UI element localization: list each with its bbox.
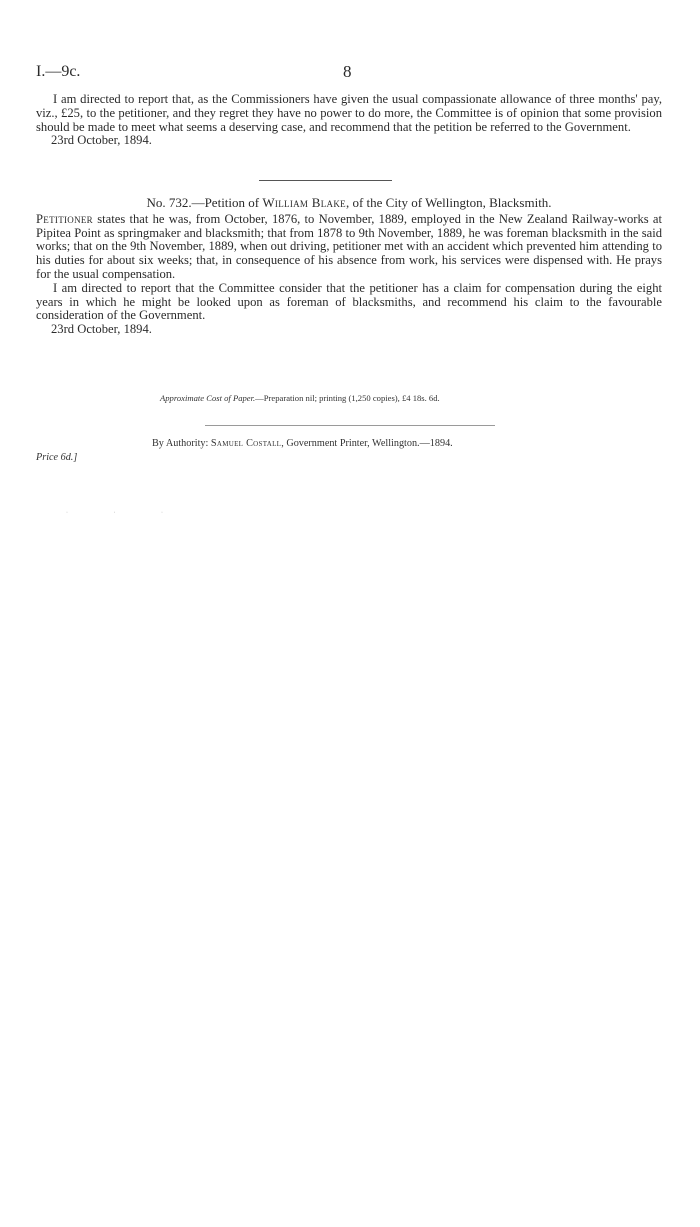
- page-number: 8: [343, 62, 352, 81]
- footer-divider: [205, 425, 495, 426]
- report-section-1: [36, 93, 662, 148]
- petition-statement: [36, 213, 662, 282]
- section-divider: [259, 180, 392, 181]
- cost-of-paper-note: [160, 393, 440, 403]
- petition-statement-text: states that he was, from October, 1876, to November, 1889, employed in the New Zealand Railway-works at Pipitea Point as springmaker and blacksmith; that from 1878 to 9th November, 1889, he was foreman blacksmith in the said works; that on the 9th November, 1889, when out driving, petitioner met with an accident which prevented him attending to his duties for about six weeks; that, in consequence of his absence from work, his services were dispensed with. He prays for the usual compensation.: [36, 211, 662, 281]
- printer-imprint: [152, 438, 453, 449]
- authority-suffix: , Government Printer, Wellington.—1894.: [281, 438, 453, 449]
- petition-title: [36, 196, 662, 210]
- petition-report-date: 23rd October, 1894.: [51, 322, 152, 337]
- cost-label: Approximate Cost of Paper.: [160, 393, 256, 403]
- petition-report: I am directed to report that the Committee consider that the petitioner has a claim for compensation during the eight years in which he might be looked upon as foreman of blacksmiths, and recommend his claim to the favourable consideration of the Government.: [36, 280, 662, 323]
- petition-section: [36, 196, 662, 337]
- petitioner-lead-word: Petitioner: [36, 211, 93, 226]
- cost-text: —Preparation nil; printing (1,250 copies), £4 18s. 6d.: [255, 393, 440, 403]
- report-date-1: 23rd October, 1894.: [51, 133, 152, 148]
- report-paragraph-1: I am directed to report that, as the Commissioners have given the usual compassionate allowance of three months' pay, viz., £25, to the petitioner, and they regret they have no power to do more, the Committee is of opinion that some provision should be made to meet what seems a deserving case, and recommend that the petition be referred to the Government.: [36, 92, 662, 134]
- authority-prefix: By Authority:: [152, 438, 209, 449]
- paper-reference: I.—9c.: [36, 63, 81, 80]
- petition-title-suffix: , of the City of Wellington, Blacksmith.: [345, 195, 552, 210]
- petition-number: No. 732.—Petition of: [146, 195, 260, 210]
- petitioner-name: William Blake: [262, 195, 346, 210]
- printer-name: Samuel Costall: [210, 438, 282, 449]
- scan-specks: · · ·: [66, 510, 185, 516]
- price-note: Price 6d.]: [36, 452, 78, 463]
